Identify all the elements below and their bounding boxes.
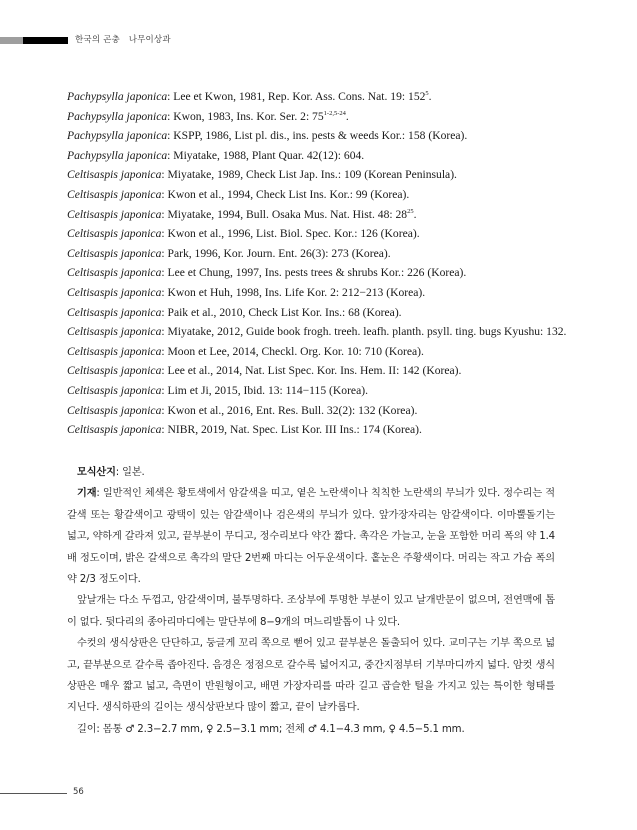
reference-entry (67, 224, 567, 244)
description-label: 기재 (77, 488, 97, 500)
citation: : Kwon et al., 1996, List. Biol. Spec. Kor.: 126 (Korea). (161, 227, 420, 241)
type-locality (67, 462, 555, 483)
reference-entry (67, 87, 567, 107)
taxon-name: Celtisaspis japonica (67, 187, 162, 201)
citation: : Miyatake, 1994, Bull. Osaka Mus. Nat. Hist. 48: 28 (161, 207, 408, 221)
taxon-name: Celtisaspis japonica (67, 305, 162, 319)
reference-entry (67, 263, 567, 283)
taxon-name: Celtisaspis japonica (67, 227, 162, 241)
citation: : Lee et al., 2014, Nat. List Spec. Kor. Ins. Hem. II: 142 (Korea). (161, 364, 462, 378)
description-paragraph-1 (67, 483, 555, 590)
citation: : Miyatake, 2012, Guide book frogh. treeh. leafh. planth. psyll. ting. bugs Kyushu: 132. (161, 325, 567, 339)
citation-tail: . (428, 90, 432, 103)
taxon-name: Celtisaspis japonica (67, 266, 162, 280)
citation: : Kwon et al., 1994, Check List Ins. Kor.: 99 (Korea). (161, 187, 410, 201)
taxon-name: Celtisaspis japonica (67, 364, 162, 378)
reference-entry (67, 205, 567, 225)
page-superscript: 1-2,5-24 (323, 109, 346, 117)
taxon-name: Pachypsylla japonica (67, 90, 168, 103)
citation: : KSPP, 1986, List pl. dis., ins. pests & weeds Kor.: 158 (Korea). (167, 129, 468, 143)
taxon-name: Celtisaspis japonica (67, 383, 162, 397)
taxon-name: Pachypsylla japonica (67, 129, 168, 143)
page-superscript: 5 (425, 90, 429, 97)
taxon-name: Celtisaspis japonica (67, 344, 162, 358)
citation: : Miyatake, 1989, Check List Jap. Ins.: 109 (Korean Peninsula). (161, 168, 457, 182)
reference-entry (67, 401, 567, 421)
citation: : Kwon, 1983, Ins. Kor. Ser. 2: 75 (167, 109, 324, 123)
citation: : Lee et Kwon, 1981, Rep. Kor. Ass. Cons. Nat. 19: 152 (167, 90, 426, 103)
header-bar-black (23, 37, 68, 44)
reference-entry (67, 322, 567, 342)
taxon-name: Celtisaspis japonica (67, 285, 162, 299)
running-header (75, 33, 171, 45)
body-length: 길이: 몸통 ♂ 2.3−2.7 mm, ♀ 2.5−3.1 mm; 전체 ♂ 4.1−4.3 mm, ♀ 4.5−5.1 mm. (77, 723, 465, 735)
taxon-name: Pachypsylla japonica (67, 148, 168, 162)
reference-entry (67, 361, 567, 381)
reference-entry (67, 303, 567, 323)
taxon-name: Celtisaspis japonica (67, 246, 162, 260)
citation-tail: . (345, 109, 349, 123)
header-bar-gray (0, 37, 23, 44)
description-paragraph-3: 수컷의 생식상판은 단단하고, 둥글게 꼬리 쪽으로 뻗어 있고 끝부분은 돌출되어 있다. 교미구는 기부 쪽으로 넓고, 끝부분으로 갈수록 좁아진다. 음경은 정점으로 갈수록 넓어지고, 중간지점부터 기부마디까지 넓다. 암컷 생식상판은 매우 짧고 넓고, 측면이 반원형이고, 배면 가장자리를 따라 길고 곱슬한 털을 가지고 있는 특이한 형태를 지닌다. 생식하판의 길이는 생식상판보다 많이 짧고, 끝이 날카롭다. (67, 638, 555, 714)
taxon-name: Celtisaspis japonica (67, 168, 162, 182)
citation: : Lee et Chung, 1997, Ins. pests trees & shrubs Kor.: 226 (Korea). (161, 266, 467, 280)
synonymy-list (67, 87, 567, 440)
footer-rule (0, 793, 67, 794)
taxon-name: Pachypsylla japonica (67, 109, 168, 123)
reference-entry (67, 146, 567, 166)
taxon-name: Celtisaspis japonica (67, 403, 162, 417)
reference-entry (67, 244, 567, 264)
page-number: 56 (73, 787, 84, 797)
taxon-name: Celtisaspis japonica (67, 207, 162, 221)
reference-entry (67, 283, 567, 303)
citation: : Kwon et Huh, 1998, Ins. Life Kor. 2: 212−213 (Korea). (161, 285, 426, 299)
chapter-title: 나무이상과 (128, 35, 171, 45)
citation: : NIBR, 2019, Nat. Spec. List Kor. III Ins.: 174 (Korea). (161, 423, 422, 437)
citation: : Park, 1996, Kor. Journ. Ent. 26(3): 273 (Korea). (161, 246, 391, 260)
citation: : Paik et al., 2010, Check List Kor. Ins.: 68 (Korea). (161, 305, 402, 319)
citation: : Lim et Ji, 2015, Ibid. 13: 114−115 (Korea). (161, 383, 368, 397)
description-text-1: : 일반적인 체색은 황토색에서 암갈색을 띠고, 옅은 노란색이나 칙칙한 노란색의 무늬가 있다. 정수리는 적갈색 또는 황갈색이고 광택이 있는 암갈색이나 검은색의 무늬가 있다. 앞가장자리는 암갈색이다. 이마뿔돌기는 넓고, 약하게 갈라져 있고, 끝부분이 무디고, 정수리보다 약간 짧다. 촉각은 가늘고, 눈을 포함한 머리 폭의 약 1.4배 정도이며, 밝은 갈색으로 촉각의 말단 2번째 마디는 어두운색이다. 홑눈은 주황색이다. 머리는 작고 가슴 폭의 약 2/3 정도이다. (67, 488, 555, 586)
citation: : Moon et Lee, 2014, Checkl. Org. Kor. 10: 710 (Korea). (161, 344, 424, 358)
description-paragraph-2: 앞날개는 다소 두껍고, 암갈색이며, 불투명하다. 조상부에 투명한 부분이 있고 날개반문이 없으며, 전연맥에 톱이 없다. 뒷다리의 종아리마디에는 말단부에 8−9개의 며느리발톱이 나 있다. (67, 595, 555, 628)
species-description (67, 462, 555, 740)
citation-tail: . (413, 207, 417, 221)
book-title: 한국의 곤충 (75, 35, 120, 45)
taxon-name: Celtisaspis japonica (67, 423, 162, 437)
citation: : Miyatake, 1988, Plant Quar. 42(12): 604. (167, 148, 365, 162)
taxon-name: Celtisaspis japonica (67, 325, 162, 339)
citation: : Kwon et al., 2016, Ent. Res. Bull. 32(2): 132 (Korea). (161, 403, 418, 417)
type-locality-text: : 일본. (115, 467, 145, 478)
reference-entry (67, 126, 567, 146)
reference-entry (67, 342, 567, 362)
reference-entry (67, 185, 567, 205)
type-locality-label: 모식산지 (77, 467, 116, 478)
reference-entry (67, 381, 567, 401)
reference-entry (67, 420, 567, 440)
reference-entry (67, 165, 567, 185)
reference-entry (67, 107, 567, 127)
page-superscript: 25 (407, 207, 414, 215)
